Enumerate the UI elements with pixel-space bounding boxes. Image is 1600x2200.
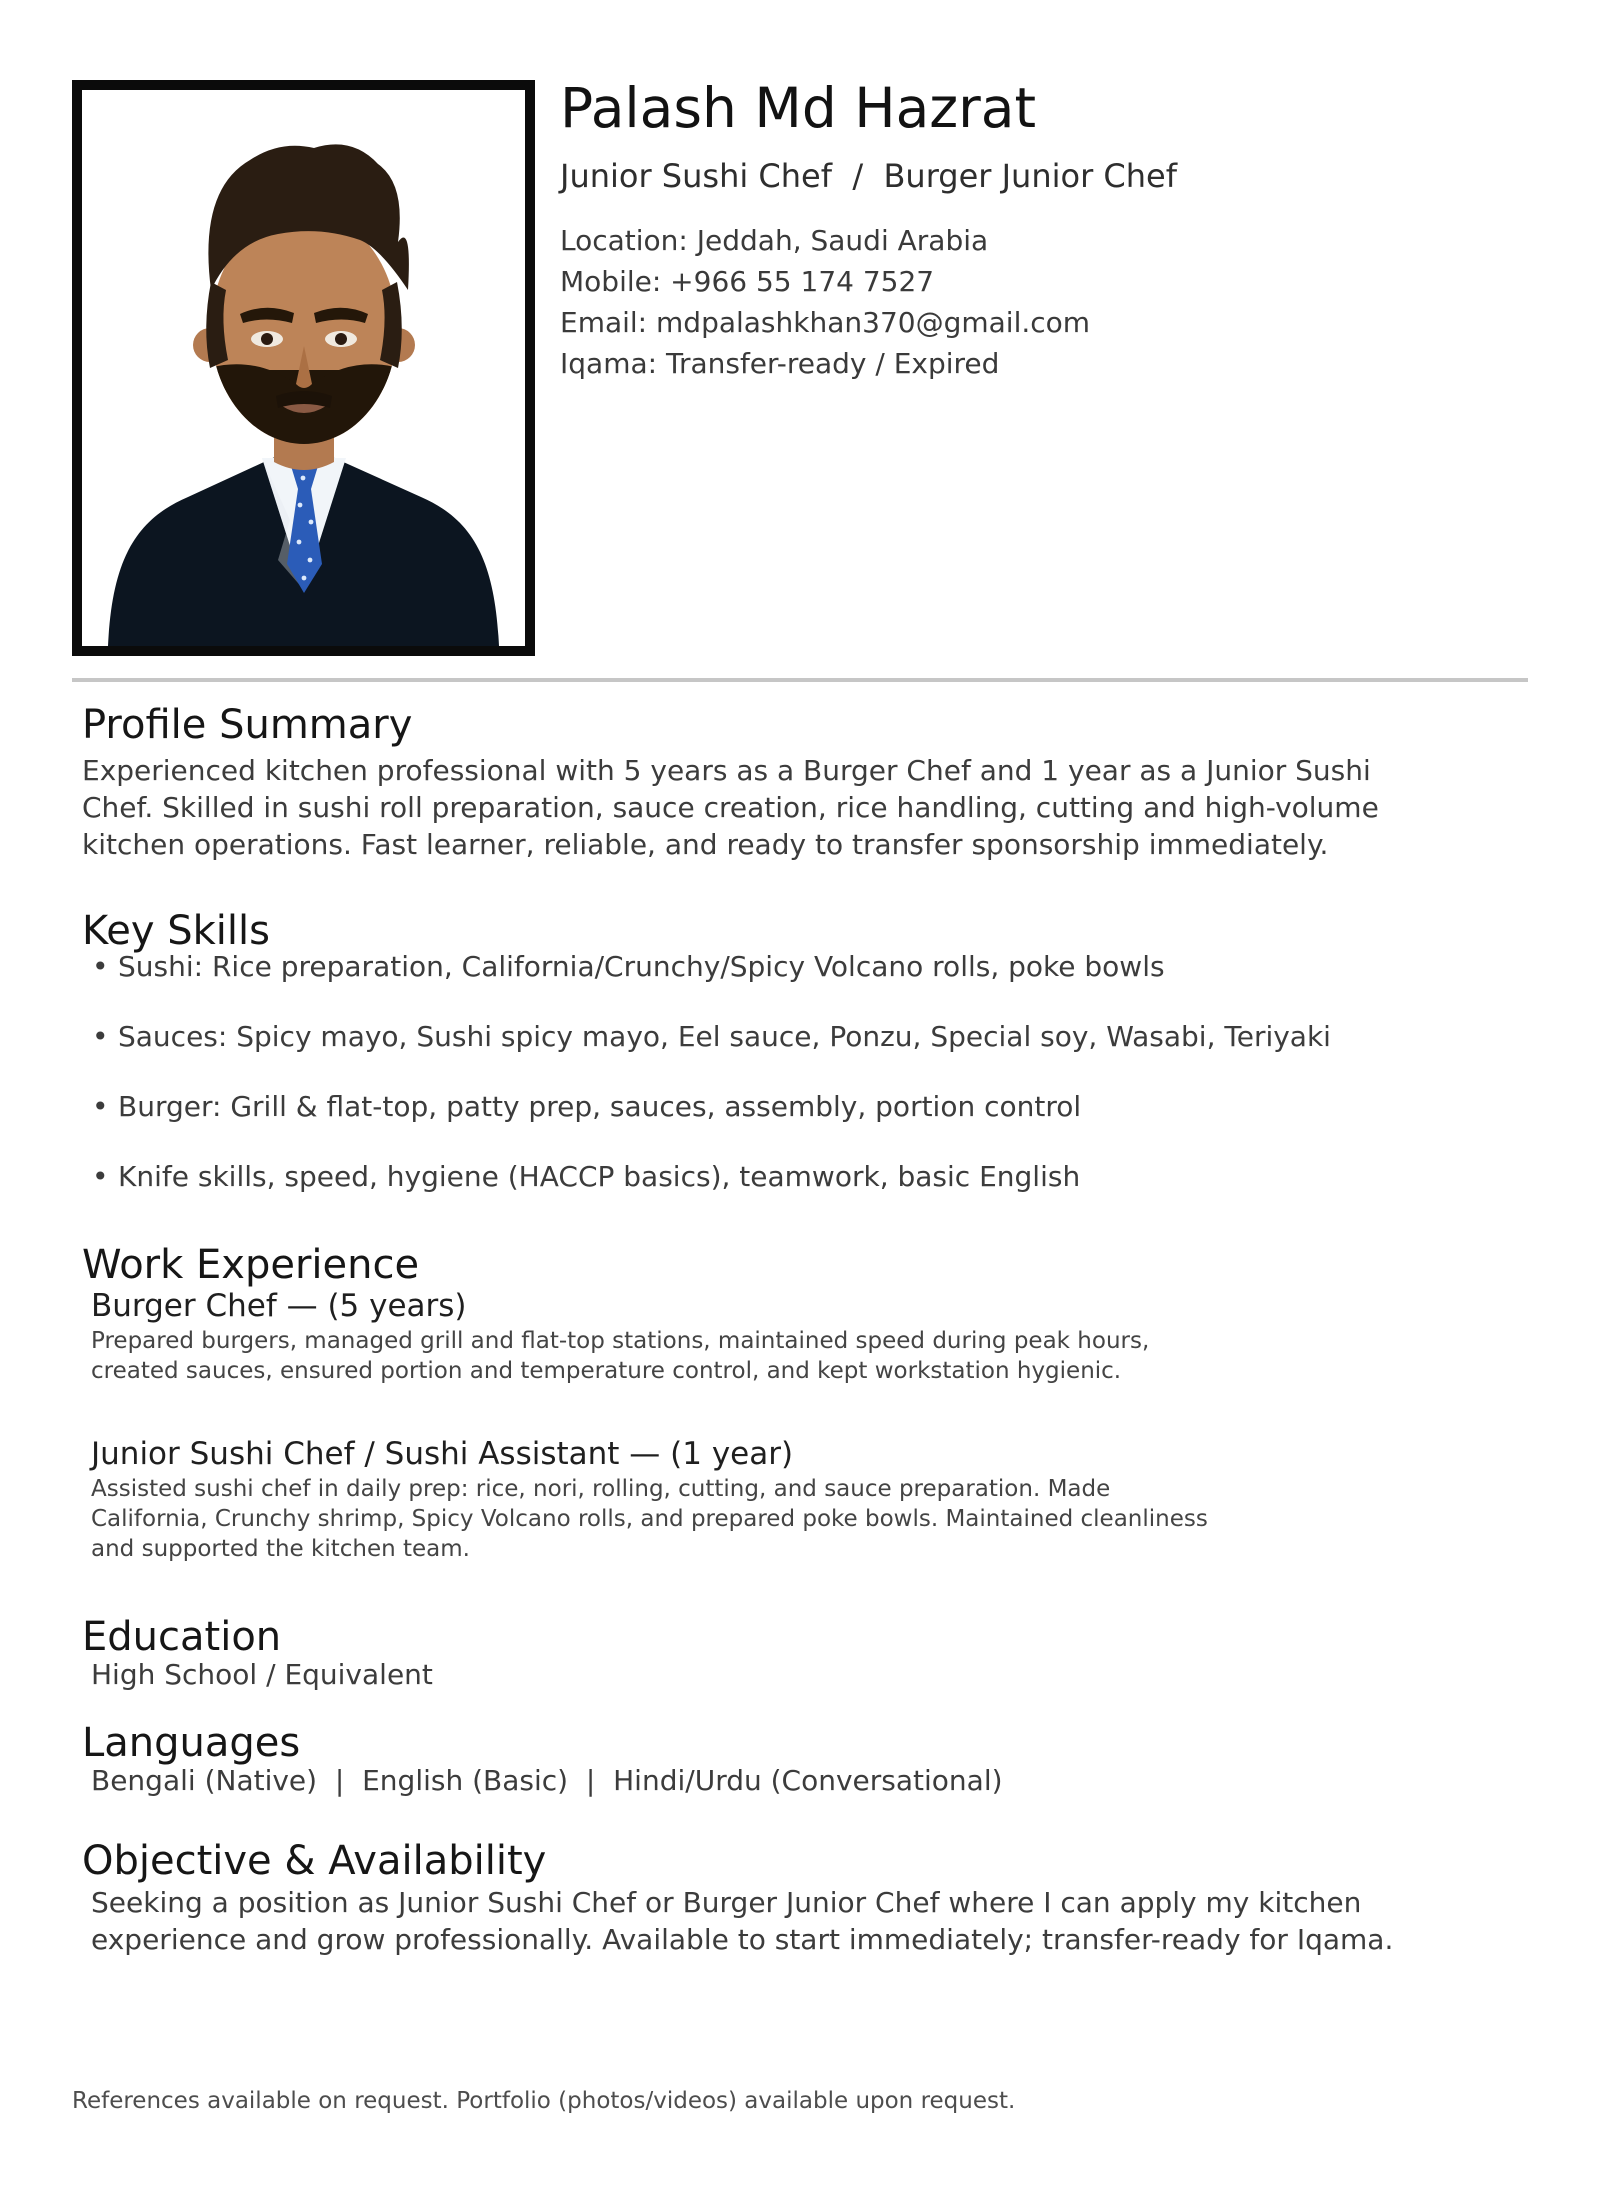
job-title-burger-chef: Burger Chef — (5 years) <box>91 1288 467 1324</box>
footer-note: References available on request. Portfolio (photos/videos) available upon request. <box>72 2088 1016 2114</box>
person-name: Palash Md Hazrat <box>560 76 1037 140</box>
skill-item-text: Knife skills, speed, hygiene (HACCP basics), teamwork, basic English <box>118 1160 1081 1193</box>
profile-line: Chef. Skilled in sushi roll preparation, sauce creation, rice handling, cutting and high-volume <box>82 791 1379 824</box>
objective-availability-body <box>91 1884 1491 1958</box>
profile-line: Experienced kitchen professional with 5 years as a Burger Chef and 1 year as a Junior Sushi <box>82 754 1371 787</box>
skill-item <box>82 1088 1502 1125</box>
skill-item <box>82 948 1502 985</box>
education-heading: Education <box>82 1614 282 1660</box>
objective-line: Seeking a position as Junior Sushi Chef or Burger Junior Chef where I can apply my kitchen <box>91 1886 1362 1919</box>
profile-line: kitchen operations. Fast learner, reliable, and ready to transfer sponsorship immediately. <box>82 828 1329 861</box>
job-description-line: and supported the kitchen team. <box>91 1536 470 1562</box>
languages-heading: Languages <box>82 1720 301 1766</box>
contact-line-location: Location: Jeddah, Saudi Arabia <box>560 224 989 257</box>
languages-detail: Bengali (Native) | English (Basic) | Hindi/Urdu (Conversational) <box>91 1764 1003 1797</box>
job-description-line: created sauces, ensured portion and temperature control, and kept workstation hygienic. <box>91 1358 1122 1384</box>
key-skills-list <box>82 948 1502 1228</box>
header-divider <box>72 678 1528 682</box>
job-description-line: Assisted sushi chef in daily prep: rice, nori, rolling, cutting, and sauce preparation. Made <box>91 1476 1111 1502</box>
contact-line-email: Email: mdpalashkhan370@gmail.com <box>560 306 1091 339</box>
job-description-line: Prepared burgers, managed grill and flat-top stations, maintained speed during peak hours, <box>91 1328 1150 1354</box>
skill-item-text: Sushi: Rice preparation, California/Crunchy/Spicy Volcano rolls, poke bowls <box>118 950 1165 983</box>
profile-photo-frame <box>72 80 535 656</box>
contact-line-iqama: Iqama: Transfer-ready / Expired <box>560 347 1000 380</box>
portrait-image <box>82 90 525 646</box>
job-description-burger-chef <box>91 1326 1341 1386</box>
contact-line-mobile: Mobile: +966 55 174 7527 <box>560 265 935 298</box>
job-description-junior-sushi-chef <box>91 1474 1341 1564</box>
header <box>560 76 1520 384</box>
objective-availability-heading: Objective & Availability <box>82 1838 547 1884</box>
work-experience-heading: Work Experience <box>82 1242 420 1288</box>
objective-line: experience and grow professionally. Available to start immediately; transfer-ready for Iqama. <box>91 1923 1394 1956</box>
person-title: Junior Sushi Chef / Burger Junior Chef <box>560 157 1177 195</box>
skill-item <box>82 1158 1502 1195</box>
bullet-icon: • <box>92 1020 109 1053</box>
key-skills-heading: Key Skills <box>82 908 270 954</box>
job-title-junior-sushi-chef: Junior Sushi Chef / Sushi Assistant — (1 year) <box>91 1436 794 1472</box>
job-description-line: California, Crunchy shrimp, Spicy Volcano rolls, and prepared poke bowls. Maintained cleanliness <box>91 1506 1208 1532</box>
bullet-icon: • <box>92 950 109 983</box>
profile-summary-body <box>82 752 1482 863</box>
skill-item-text: Sauces: Spicy mayo, Sushi spicy mayo, Eel sauce, Ponzu, Special soy, Wasabi, Teriyaki <box>118 1020 1331 1053</box>
bullet-icon: • <box>92 1090 109 1123</box>
bullet-icon: • <box>92 1160 109 1193</box>
skill-item <box>82 1018 1502 1055</box>
contact-block <box>560 220 1520 384</box>
skill-item-text: Burger: Grill & flat-top, patty prep, sauces, assembly, portion control <box>118 1090 1082 1123</box>
profile-summary-heading: Profile Summary <box>82 702 413 748</box>
education-detail: High School / Equivalent <box>91 1658 433 1691</box>
